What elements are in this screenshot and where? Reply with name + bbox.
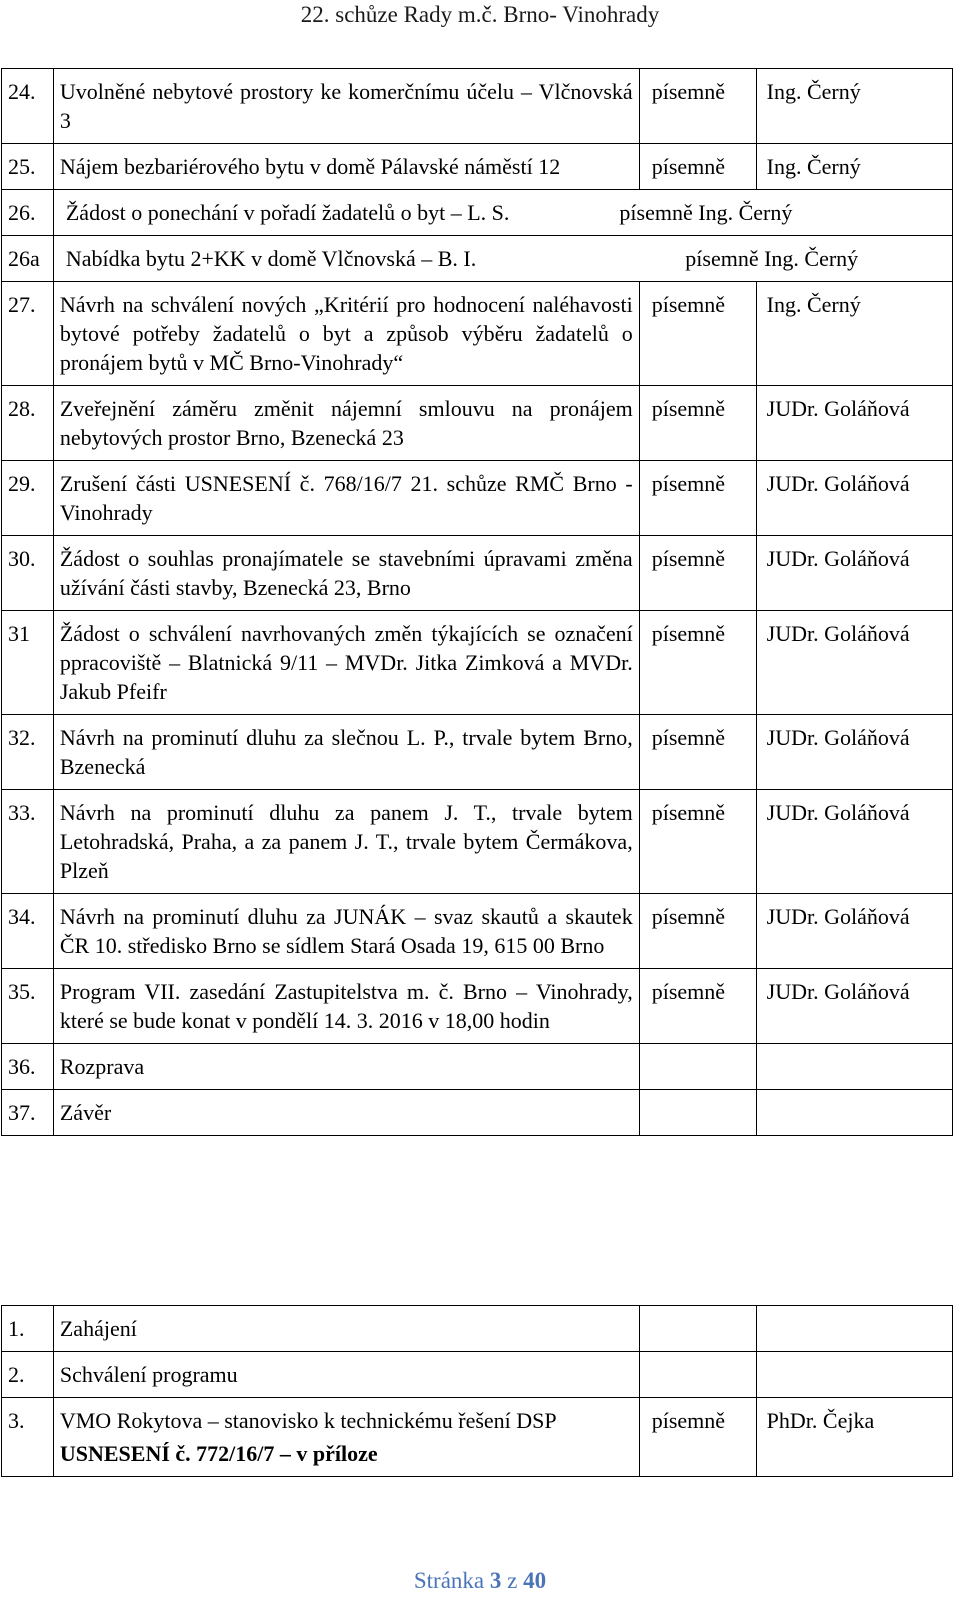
item-subject: Nabídka bytu 2+KK v domě Vlčnovská – B. I. (65, 246, 477, 271)
item-subject: Zahájení (53, 1306, 639, 1352)
table-row (2, 1090, 953, 1136)
item-subject: Rozprava (53, 1044, 639, 1090)
item-presenter: JUDr. Goláňová (756, 386, 952, 461)
item-presenter (756, 1306, 952, 1352)
item-subject: Návrh na prominutí dluhu za panem J. T., trvale bytem Letohradská, Praha, a za panem J. T., trvale bytem Čermákova, Plzeň (53, 790, 639, 894)
item-method (639, 1044, 756, 1090)
item-number: 36. (2, 1044, 54, 1090)
item-presenter: JUDr. Goláňová (756, 790, 952, 894)
table-row (2, 611, 953, 715)
item-subject: Schválení programu (53, 1352, 639, 1398)
table-row (2, 894, 953, 969)
item-presenter: Ing. Černý (756, 69, 952, 144)
item-number: 30. (2, 536, 54, 611)
item-method: písemně (639, 461, 756, 536)
footer-total-pages: 40 (523, 1568, 547, 1593)
footer-prefix: Stránka (413, 1568, 490, 1593)
item-number: 35. (2, 969, 54, 1044)
item-subject: Návrh na prominutí dluhu za JUNÁK – svaz skautů a skautek ČR 10. středisko Brno se sídlem Stará Osada 19, 615 00 Brno (53, 894, 639, 969)
table-row (2, 69, 953, 144)
item-number: 28. (2, 386, 54, 461)
table-row (2, 1306, 953, 1352)
item-presenter: Ing. Černý (764, 246, 859, 271)
table-row (2, 715, 953, 790)
item-subject-line (53, 190, 952, 236)
item-subject: Žádost o ponechání v pořadí žadatelů o byt – L. S. (65, 200, 510, 225)
item-presenter: Ing. Černý (698, 200, 793, 225)
table-row (2, 190, 953, 236)
item-number: 2. (2, 1352, 54, 1398)
item-number: 32. (2, 715, 54, 790)
item-presenter: Ing. Černý (756, 282, 952, 386)
item-presenter: Ing. Černý (756, 144, 952, 190)
item-number: 34. (2, 894, 54, 969)
table-row (2, 1352, 953, 1398)
table-row (2, 386, 953, 461)
item-number: 33. (2, 790, 54, 894)
item-method: písemně (639, 282, 756, 386)
item-number: 3. (2, 1398, 54, 1477)
item-number: 27. (2, 282, 54, 386)
item-method: písemně (639, 536, 756, 611)
item-number: 37. (2, 1090, 54, 1136)
item-number: 26. (2, 190, 54, 236)
item-number: 24. (2, 69, 54, 144)
item-subject: Návrh na prominutí dluhu za slečnou L. P., trvale bytem Brno, Bzenecká (53, 715, 639, 790)
agenda-table-continued (1, 68, 953, 1136)
resolution-note: USNESENÍ č. 772/16/7 – v příloze (59, 1441, 378, 1466)
item-subject: Návrh na schválení nových „Kritérií pro hodnocení naléhavosti bytové potřeby žadatelů o byt a způsob výběru žadatelů o pronájem bytů v MČ Brno-Vinohrady“ (53, 282, 639, 386)
item-method: písemně (639, 715, 756, 790)
table-row (2, 461, 953, 536)
footer-middle: z (501, 1568, 524, 1593)
item-subject: Zrušení části USNESENÍ č. 768/16/7 21. schůze RMČ Brno - Vinohrady (53, 461, 639, 536)
item-method: písemně (639, 969, 756, 1044)
item-method (639, 1090, 756, 1136)
item-presenter (756, 1352, 952, 1398)
item-presenter: JUDr. Goláňová (756, 715, 952, 790)
item-method: písemně (639, 790, 756, 894)
item-presenter: JUDr. Goláňová (756, 894, 952, 969)
item-method: písemně (619, 200, 693, 225)
item-method: písemně (639, 1398, 756, 1477)
item-subject: Zveřejnění záměru změnit nájemní smlouvu na pronájem nebytových prostor Brno, Bzenecká 23 (53, 386, 639, 461)
item-subject-line (53, 236, 952, 282)
item-number: 31 (2, 611, 54, 715)
table-row (2, 536, 953, 611)
item-presenter: JUDr. Goláňová (756, 461, 952, 536)
item-method: písemně (639, 386, 756, 461)
footer-page-number: 3 (489, 1568, 502, 1593)
item-method: písemně (639, 611, 756, 715)
item-subject: Žádost o souhlas pronajímatele se stavebními úpravami změna užívání části stavby, Bzenecká 23, Brno (53, 536, 639, 611)
item-method: písemně (685, 246, 759, 271)
table-row (2, 1044, 953, 1090)
table-row (2, 144, 953, 190)
item-number: 25. (2, 144, 54, 190)
item-presenter: JUDr. Goláňová (756, 536, 952, 611)
item-method: písemně (639, 144, 756, 190)
table-row (2, 1398, 953, 1477)
table-row (2, 282, 953, 386)
table-row (2, 790, 953, 894)
item-presenter (756, 1044, 952, 1090)
item-presenter: PhDr. Čejka (756, 1398, 952, 1477)
item-subject: Program VII. zasedání Zastupitelstva m. č. Brno – Vinohrady, které se bude konat v pondělí 14. 3. 2016 v 18,00 hodin (53, 969, 639, 1044)
item-subject: Žádost o schválení navrhovaných změn týkajících se označení ppracoviště – Blatnická 9/11 – MVDr. Jitka Zimková a MVDr. Jakub Pfeifr (53, 611, 639, 715)
item-method: písemně (639, 69, 756, 144)
item-method (639, 1352, 756, 1398)
item-number: 1. (2, 1306, 54, 1352)
item-subject-cell (53, 1398, 639, 1477)
item-number: 26a (2, 236, 54, 282)
table-row (2, 969, 953, 1044)
item-subject: VMO Rokytova – stanovisko k technickému řešení DSP (59, 1408, 557, 1433)
page-footer (0, 1566, 960, 1596)
item-number: 29. (2, 461, 54, 536)
agenda-table-opening (1, 1305, 953, 1477)
item-subject: Uvolněné nebytové prostory ke komerčnímu účelu – Vlčnovská 3 (53, 69, 639, 144)
item-subject: Závěr (53, 1090, 639, 1136)
item-subject: Nájem bezbariérového bytu v domě Pálavské náměstí 12 (53, 144, 639, 190)
item-presenter: JUDr. Goláňová (756, 969, 952, 1044)
item-presenter: JUDr. Goláňová (756, 611, 952, 715)
item-method (639, 1306, 756, 1352)
item-method: písemně (639, 894, 756, 969)
page-header: 22. schůze Rady m.č. Brno- Vinohrady (300, 2, 660, 27)
item-presenter (756, 1090, 952, 1136)
table-row (2, 236, 953, 282)
